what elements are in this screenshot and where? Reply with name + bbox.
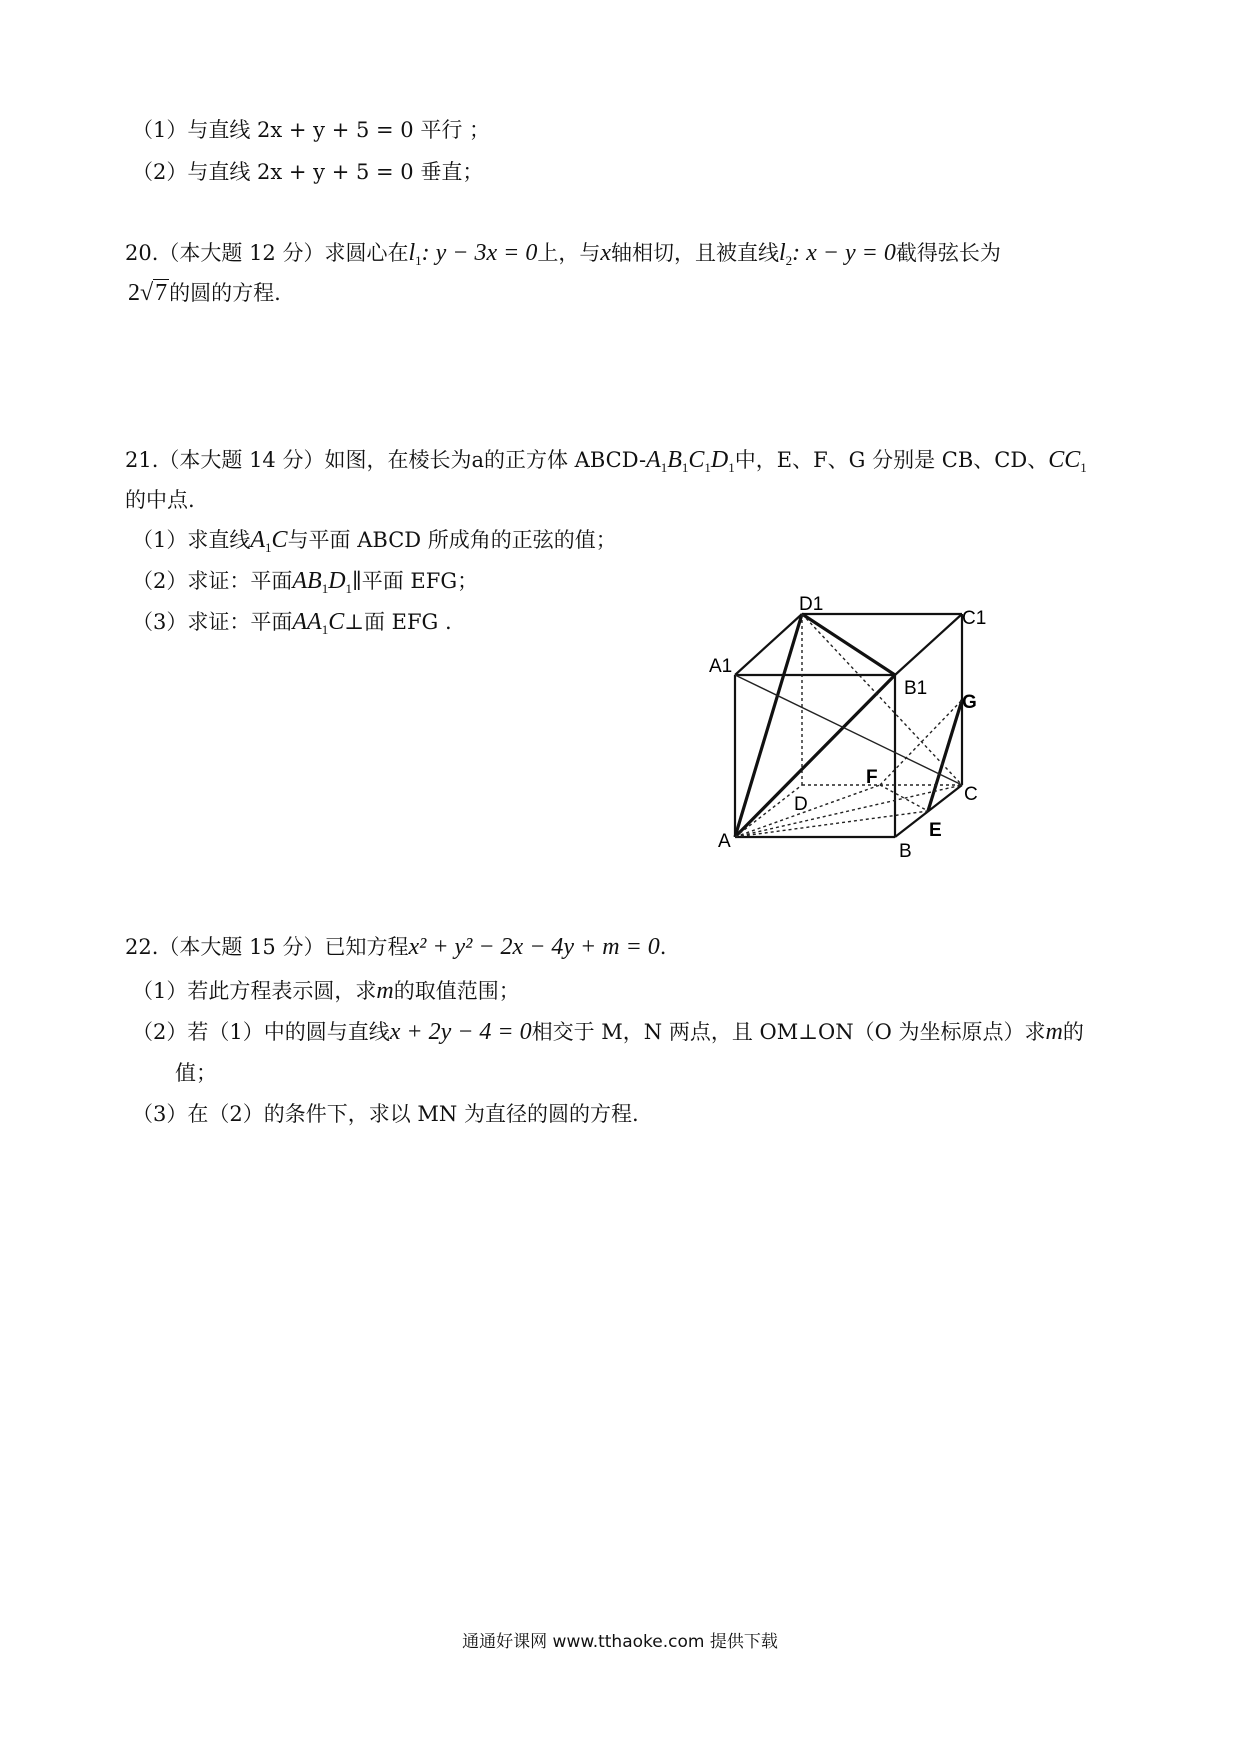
q21-text-b: 的正方体 ABCD- <box>484 448 647 472</box>
q21-part2: （2）求证：平面$AB_1D_1\parallel$平面 EFG； <box>132 568 479 596</box>
q20-x: x <box>600 240 611 266</box>
plane-efg <box>928 700 962 811</box>
label-F: F <box>866 767 878 788</box>
q20-sqrt-expr: 2√7 <box>128 280 168 306</box>
label-A: A <box>718 831 731 852</box>
q22-equation: x² + y² − 2x − 4y + m = 0 <box>408 934 660 960</box>
q21-text-a: 21.（本大题 14 分）如图，在棱长为 <box>125 448 472 472</box>
q22-part2-cont: 值； <box>175 1061 217 1085</box>
q22-text-a: 22.（本大题 15 分）已知方程 <box>125 935 409 959</box>
q22-part2: （2）若（1）中的圆与直线x + 2y − 4 = 0相交于 M，N 两点，且 OM⊥ON（O 为坐标原点）求m的 <box>132 1019 1084 1045</box>
q21-text-c: 中，E、F、G 分别是 CB、CD、 <box>734 448 1049 472</box>
page-footer: 通通好课网 www.tthaoke.com 提供下载 <box>462 1632 778 1652</box>
label-C1: C1 <box>962 608 987 629</box>
label-C: C <box>964 784 978 805</box>
plane-ab1d1 <box>735 614 895 837</box>
label-G: G <box>962 692 977 713</box>
q20-text-a: 20.（本大题 12 分）求圆心在 <box>125 241 409 265</box>
q22-part1: （1）若此方程表示圆，求m的取值范围； <box>132 978 520 1004</box>
label-D1: D1 <box>799 594 824 615</box>
q21-part3: （3）求证：平面$AA_1C\perp$面 EFG . <box>132 609 452 637</box>
label-E: E <box>929 820 942 841</box>
q21-cc1: $CC_1$ <box>1048 447 1087 475</box>
q19-part2: （2）与直线 2x + y + 5 = 0 垂直； <box>132 160 484 184</box>
q20-line1 <box>125 238 1001 276</box>
cube-figure <box>700 585 1020 875</box>
label-B1: B1 <box>904 678 928 699</box>
q20-text-b: 上，与 <box>537 241 601 265</box>
q22-part3: （3）在（2）的条件下，求以 MN 为直径的圆的方程. <box>132 1102 639 1126</box>
q21-part1: （1）求直线$A_1C$与平面 ABCD 所成角的正弦的值； <box>132 527 617 555</box>
label-D: D <box>794 794 808 815</box>
q20-line2 <box>128 278 281 308</box>
label-A1: A1 <box>709 656 733 677</box>
q21-line2: 的中点. <box>125 488 195 512</box>
q21-cube-top: $A_1B_1C_1D_1$ <box>646 447 735 475</box>
q19-part1: （1）与直线 2x + y + 5 = 0 平行 ； <box>132 118 491 142</box>
label-B: B <box>899 841 912 862</box>
q20-text-c: 轴相切，且被直线 <box>610 241 779 265</box>
q21-line1 <box>125 445 1087 483</box>
q22-period: . <box>659 935 667 959</box>
q21-edge: a <box>471 448 484 472</box>
q20-l2: $l_2$: x − y = 0 <box>778 240 896 268</box>
q20-l1: $l_1$: y − 3x = 0 <box>408 240 538 268</box>
q20-text-d: 截得弦长为 <box>895 241 1001 265</box>
q20-text-e: 的圆的方程. <box>169 281 281 305</box>
q22-line1 <box>125 932 666 962</box>
